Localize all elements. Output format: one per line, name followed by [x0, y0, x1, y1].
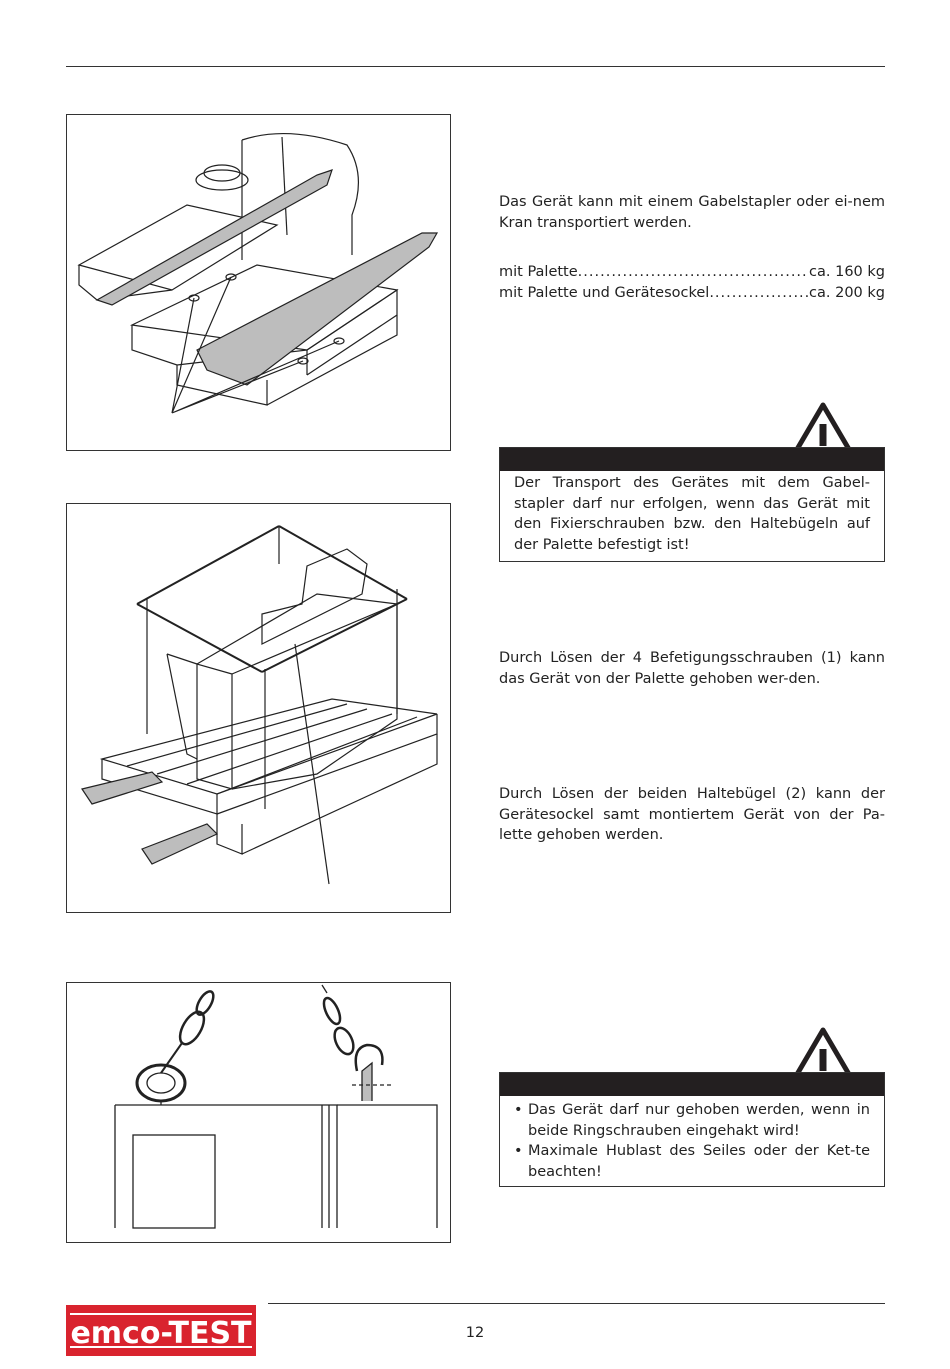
weight-label: mit Palette	[499, 264, 578, 280]
figure-forklift-forks	[66, 114, 451, 451]
figure-pallet-brackets	[66, 503, 451, 913]
leader-dots	[578, 262, 809, 283]
emco-test-logo	[66, 1305, 256, 1356]
page-number: 12	[465, 1325, 485, 1341]
figure-crane-hooks	[66, 982, 451, 1243]
warning-item: • Das Gerät darf nur gehoben werden, wenn in beide Ringschrauben eingehakt wird!	[514, 1100, 870, 1141]
logo-text: emco-TEST	[70, 1316, 252, 1351]
warning-bar	[500, 448, 884, 471]
warning-item: • Maximale Hublast des Seiles oder der Ket-te beachten!	[514, 1141, 870, 1182]
warning-text: Der Transport des Gerätes mit dem Gabel-stapler darf nur erfolgen, wenn das Gerät mit den Fixierschrauben bzw. den Haltebügeln auf der Palette befestigt ist!	[514, 475, 870, 553]
warning-box-forklift	[499, 447, 885, 562]
leader-dots	[709, 283, 809, 304]
weight-value: ca. 200 kg	[809, 285, 885, 301]
warning-bar	[500, 1073, 884, 1096]
brackets-release-text: Durch Lösen der beiden Haltebügel (2) kann der Gerätesockel samt montiertem Gerät von der Pa-lette gehoben werden.	[499, 786, 885, 843]
footer-rule	[268, 1303, 885, 1304]
screws-release-text: Durch Lösen der 4 Befetigungsschrauben (1) kann das Gerät von der Palette gehoben wer-den.	[499, 650, 885, 687]
weight-row-pallet-base	[499, 283, 885, 304]
weight-row-pallet	[499, 262, 885, 283]
warning-box-crane	[499, 1072, 885, 1187]
weight-label: mit Palette und Gerätesockel	[499, 285, 710, 301]
warning-list	[500, 1096, 884, 1188]
weight-value: ca. 160 kg	[809, 264, 885, 280]
header-rule	[66, 66, 885, 67]
transport-intro-text: Das Gerät kann mit einem Gabelstapler oder ei-nem Kran transportiert werden.	[499, 194, 885, 231]
